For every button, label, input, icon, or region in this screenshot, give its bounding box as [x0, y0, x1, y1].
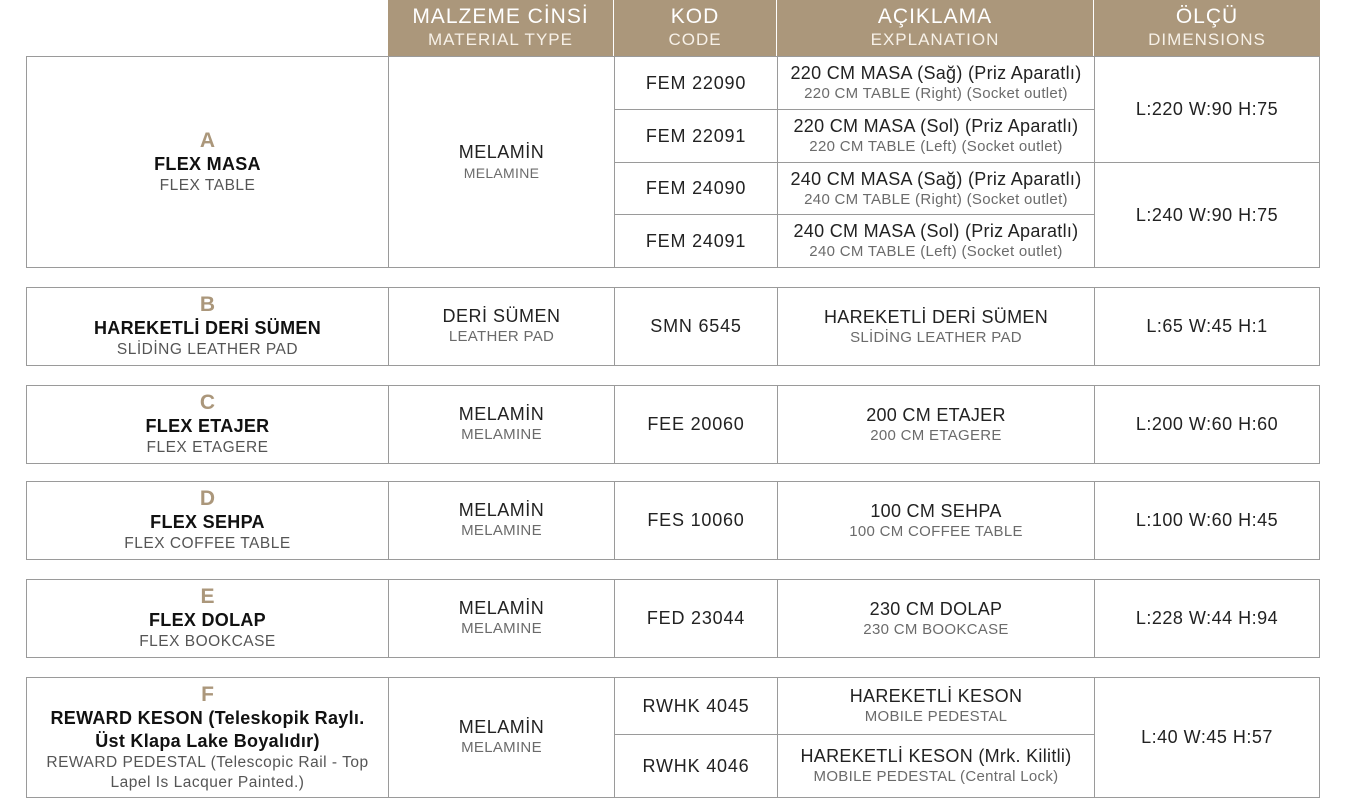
description-cell [778, 110, 1094, 162]
dimensions-cell: L:240 W:90 H:75 [1135, 204, 1279, 225]
dimensions-cell: L:220 W:90 H:75 [1135, 99, 1279, 119]
product-group-b [26, 287, 1320, 366]
product-name-en: SLİDİNG LEATHER PAD [116, 341, 299, 358]
material-tr: MELAMİN [458, 404, 545, 424]
description-cell [778, 288, 1094, 365]
header-code-en: CODE [668, 30, 722, 49]
description-cell [778, 215, 1094, 267]
description-tr: 200 CM ETAJER [866, 404, 1006, 425]
header-dimensions [1094, 0, 1320, 56]
description-tr: 240 CM MASA (Sol) (Priz Aparatlı) [793, 221, 1079, 241]
material-cell [389, 482, 614, 559]
material-en: MELAMINE [461, 522, 542, 539]
product-name-cell [35, 678, 380, 797]
product-group-c [26, 385, 1320, 464]
dimensions-cell: L:228 W:44 H:94 [1135, 608, 1279, 628]
description-en: 220 CM TABLE (Right) (Socket outlet) [804, 85, 1068, 102]
description-tr: 220 CM MASA (Sol) (Priz Aparatlı) [793, 116, 1079, 136]
dimensions-cell: L:200 W:60 H:60 [1135, 414, 1279, 434]
code-cell: FED 23044 [646, 608, 746, 628]
description-tr: HAREKETLİ KESON (Mrk. Kilitli) [800, 746, 1072, 766]
product-name-tr: REWARD KESON (Teleskopik Raylı. Üst Klapa Lake Boyalıdır) [50, 707, 365, 751]
header-material-type [388, 0, 614, 56]
header-explanation-en: EXPLANATION [870, 30, 1000, 49]
material-cell [389, 678, 614, 797]
description-tr: 220 CM MASA (Sağ) (Priz Aparatlı) [790, 63, 1082, 83]
product-group-d [26, 481, 1320, 560]
description-tr: 100 CM SEHPA [870, 500, 1002, 521]
code-cell: FEM 22091 [645, 125, 747, 146]
header-explanation [777, 0, 1094, 56]
product-name-cell [27, 386, 388, 463]
product-name-tr: FLEX SEHPA [150, 512, 265, 532]
header-dimensions-en: DIMENSIONS [1148, 30, 1266, 49]
product-name-cell [27, 57, 388, 267]
description-en: 230 CM BOOKCASE [863, 620, 1009, 638]
material-en: MELAMINE [461, 426, 542, 443]
description-cell [778, 735, 1094, 797]
material-cell [389, 288, 614, 365]
description-tr: HAREKETLİ KESON [849, 686, 1023, 706]
product-name-en: FLEX COFFEE TABLE [124, 535, 291, 552]
product-name-tr: FLEX DOLAP [148, 610, 266, 630]
product-name-en: REWARD PEDESTAL (Telescopic Rail - Top Lapel Is Lacquer Painted.) [46, 753, 369, 791]
description-cell [778, 57, 1094, 109]
description-cell [778, 678, 1094, 734]
product-name-cell [27, 482, 388, 559]
material-cell [389, 386, 614, 463]
product-name-en: FLEX TABLE [159, 176, 256, 194]
material-en: MELAMINE [461, 739, 542, 756]
code-cell: RWHK 4046 [642, 755, 750, 776]
description-en: 100 CM COFFEE TABLE [849, 522, 1023, 540]
header-material-en: MATERIAL TYPE [428, 30, 573, 49]
material-tr: MELAMİN [458, 141, 545, 162]
product-group-a [26, 56, 1320, 268]
description-cell [778, 580, 1094, 657]
material-cell [389, 57, 614, 267]
code-cell: FEM 22090 [645, 72, 747, 93]
header-code [614, 0, 777, 56]
product-name-tr: FLEX MASA [154, 153, 261, 174]
material-tr: MELAMİN [458, 500, 545, 520]
product-letter: E [200, 585, 215, 608]
description-cell [778, 482, 1094, 559]
dimensions-cell: L:40 W:45 H:57 [1141, 727, 1273, 747]
product-letter: D [199, 487, 216, 510]
description-en: 240 CM TABLE (Right) (Socket outlet) [804, 190, 1068, 208]
header-code-tr: KOD [670, 5, 720, 28]
product-name-cell [27, 288, 388, 365]
description-en: MOBILE PEDESTAL (Central Lock) [813, 768, 1059, 785]
description-en: 200 CM ETAGERE [870, 426, 1002, 444]
material-cell [389, 580, 614, 657]
description-tr: 240 CM MASA (Sağ) (Priz Aparatlı) [790, 168, 1082, 189]
description-tr: HAREKETLİ DERİ SÜMEN [823, 306, 1049, 327]
material-tr: MELAMİN [458, 598, 545, 618]
material-tr: DERİ SÜMEN [442, 306, 561, 326]
code-cell: FEM 24091 [645, 230, 747, 251]
description-cell [778, 386, 1094, 463]
description-tr: 230 CM DOLAP [869, 598, 1003, 619]
product-name-tr: FLEX ETAJER [145, 416, 270, 436]
header-material-tr: MALZEME CİNSİ [412, 5, 589, 28]
code-cell: RWHK 4045 [642, 695, 750, 716]
dimensions-cell: L:65 W:45 H:1 [1146, 316, 1268, 336]
description-en: MOBILE PEDESTAL [864, 708, 1008, 725]
product-letter: A [199, 128, 216, 152]
product-name-cell [27, 580, 388, 657]
description-en: SLİDİNG LEATHER PAD [850, 328, 1022, 346]
material-en: LEATHER PAD [448, 328, 555, 345]
dimensions-cell: L:100 W:60 H:45 [1135, 510, 1279, 530]
product-group-f [26, 677, 1320, 798]
product-name-en: FLEX ETAGERE [146, 439, 269, 456]
product-name-en: FLEX BOOKCASE [139, 633, 276, 650]
product-letter: B [199, 293, 216, 316]
product-letter: C [199, 391, 216, 414]
material-en: MELAMINE [461, 620, 542, 637]
code-cell: SMN 6545 [650, 316, 742, 336]
code-cell: FEE 20060 [647, 414, 745, 434]
material-tr: MELAMİN [458, 717, 545, 737]
product-name-tr: HAREKETLİ DERİ SÜMEN [93, 318, 321, 338]
material-en: MELAMINE [463, 164, 540, 181]
header-dimensions-tr: ÖLÇÜ [1175, 5, 1239, 28]
code-cell: FES 10060 [647, 510, 745, 530]
code-cell: FEM 24090 [645, 178, 747, 198]
description-en: 240 CM TABLE (Left) (Socket outlet) [809, 243, 1063, 260]
header-explanation-tr: AÇIKLAMA [877, 5, 993, 28]
product-group-e [26, 579, 1320, 658]
description-en: 220 CM TABLE (Left) (Socket outlet) [809, 138, 1063, 155]
product-letter: F [201, 682, 214, 706]
description-cell [778, 163, 1094, 214]
